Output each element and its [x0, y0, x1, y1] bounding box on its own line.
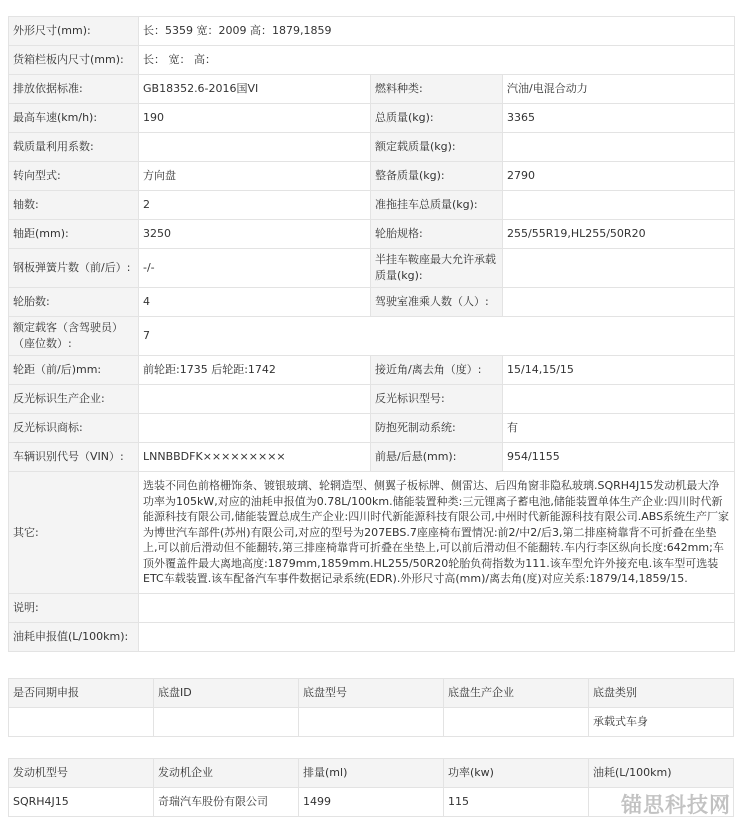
fuel-value: 汽油/电混合动力 [503, 75, 735, 104]
axles-value: 2 [139, 191, 371, 220]
wheelbase-label: 轴距(mm): [9, 220, 139, 249]
abs-label: 防抱死制动系统: [371, 414, 503, 443]
engine-header: 发动机企业 [154, 759, 299, 788]
table-row [9, 317, 735, 356]
fuel-decl-label: 油耗申报值(L/100km): [9, 623, 139, 652]
saddle-load-label: 半挂车鞍座最大允许承载质量(kg): [371, 249, 503, 288]
leaf-spring-label: 钢板弹簧片数（前/后）: [9, 249, 139, 288]
chassis-cell [9, 708, 154, 737]
cab-seats-value [503, 288, 735, 317]
track-value: 前轮距:1735 后轮距:1742 [139, 356, 371, 385]
other-value: 选装不同色前格栅饰条、镀银玻璃、轮辋造型、侧翼子板标牌、侧雷达、后四角窗非隐私玻璃.SQRH4J15发动机最大净功率为105kW,对应的油耗申报值为0.78L/100km.储能装置种类:三元锂离子蓄电池,储能装置单体生产企业:四川时代新能源科技有限公司,储能装置总成生产企业:四川时代新能源科技有限公司,中州时代新能源科技有限公司.ABS系统生产厂家为博世汽车部件(苏州)有限公司,对应的型号为207EBS.7座座椅布置情况:前2/中2/后3,第二排座椅靠背不可折叠在坐垫上,可以前后滑动但不能翻转,第三排座椅靠背可折叠在坐垫上,可以前后滑动但不能翻转.车内行李区纵向长度:642mm;车顶外覆盖件最大离地高度:1879mm,1859mm.HL255/50R20轮胎负荷指数为111.该车型允许外接充电.该车型可选装ETC车载装置.该车配备汽车事件数据记录系统(EDR).外形尺寸高(mm)/离去角(度)对应关系:1879/14,1859/15. [139, 472, 735, 594]
chassis-header: 底盘ID [154, 679, 299, 708]
curb-mass-label: 整备质量(kg): [371, 162, 503, 191]
engine-cell: 奇瑞汽车股份有限公司 [154, 788, 299, 817]
steering-label: 转向型式: [9, 162, 139, 191]
spec-table [8, 16, 735, 652]
chassis-header: 底盘型号 [299, 679, 444, 708]
total-mass-label: 总质量(kg): [371, 104, 503, 133]
outer-size-label: 外形尺寸(mm): [9, 17, 139, 46]
fuel-decl-value [139, 623, 735, 652]
reflector-brand-value [139, 414, 371, 443]
angles-label: 接近角/离去角（度）: [371, 356, 503, 385]
tires-value: 4 [139, 288, 371, 317]
emission-label: 排放依据标准: [9, 75, 139, 104]
table-row [9, 249, 735, 288]
emission-value: GB18352.6-2016国VI [139, 75, 371, 104]
load-util-value [139, 133, 371, 162]
overhang-label: 前悬/后悬(mm): [371, 443, 503, 472]
passengers-value: 7 [139, 317, 735, 356]
overhang-value: 954/1155 [503, 443, 735, 472]
load-util-label: 载质量利用系数: [9, 133, 139, 162]
reflector-maker-label: 反光标识生产企业: [9, 385, 139, 414]
table-row [9, 594, 735, 623]
table-row [9, 472, 735, 594]
table-row [9, 414, 735, 443]
tires-label: 轮胎数: [9, 288, 139, 317]
engine-header: 功率(kw) [444, 759, 589, 788]
table-row [9, 162, 735, 191]
abs-value: 有 [503, 414, 735, 443]
other-label: 其它: [9, 472, 139, 594]
cab-seats-label: 驾驶室准乘人数（人）: [371, 288, 503, 317]
leaf-spring-value: -/- [139, 249, 371, 288]
vin-label: 车辆识别代号（VIN）: [9, 443, 139, 472]
table-row [9, 220, 735, 249]
table-row [9, 623, 735, 652]
axles-label: 轴数: [9, 191, 139, 220]
max-speed-label: 最高车速(km/h): [9, 104, 139, 133]
chassis-table [8, 678, 734, 737]
saddle-load-value [503, 249, 735, 288]
reflector-maker-value [139, 385, 371, 414]
cargo-size-value: 长： 宽： 高： [139, 46, 735, 75]
table-row [9, 46, 735, 75]
table-row [9, 17, 735, 46]
reflector-model-value [503, 385, 735, 414]
chassis-header: 底盘生产企业 [444, 679, 589, 708]
table-row [9, 104, 735, 133]
curb-mass-value: 2790 [503, 162, 735, 191]
table-row [9, 191, 735, 220]
remark-label: 说明: [9, 594, 139, 623]
watermark: 锚思科技网 [621, 793, 731, 817]
tire-spec-value: 255/55R19,HL255/50R20 [503, 220, 735, 249]
table-row [9, 708, 734, 737]
table-header-row [9, 679, 734, 708]
reflector-model-label: 反光标识型号: [371, 385, 503, 414]
table-header-row [9, 759, 734, 788]
table-row [9, 75, 735, 104]
engine-cell: 1499 [299, 788, 444, 817]
chassis-header: 是否同期申报 [9, 679, 154, 708]
steering-value: 方向盘 [139, 162, 371, 191]
total-mass-value: 3365 [503, 104, 735, 133]
chassis-cell [154, 708, 299, 737]
passengers-label: 额定载客（含驾驶员）（座位数）: [9, 317, 139, 356]
trailer-mass-value [503, 191, 735, 220]
outer-size-value: 长：5359 宽：2009 高：1879,1859 [139, 17, 735, 46]
rated-load-label: 额定载质量(kg): [371, 133, 503, 162]
chassis-header: 底盘类别 [589, 679, 734, 708]
table-row [9, 443, 735, 472]
chassis-cell [299, 708, 444, 737]
trailer-mass-label: 准拖挂车总质量(kg): [371, 191, 503, 220]
cargo-size-label: 货箱栏板内尺寸(mm): [9, 46, 139, 75]
angles-value: 15/14,15/15 [503, 356, 735, 385]
reflector-brand-label: 反光标识商标: [9, 414, 139, 443]
track-label: 轮距（前/后)mm: [9, 356, 139, 385]
chassis-cell: 承载式车身 [589, 708, 734, 737]
rated-load-value [503, 133, 735, 162]
engine-cell: 115 [444, 788, 589, 817]
engine-header: 排量(ml) [299, 759, 444, 788]
table-row [9, 356, 735, 385]
table-row [9, 385, 735, 414]
table-row [9, 288, 735, 317]
engine-header: 油耗(L/100km) [589, 759, 734, 788]
tire-spec-label: 轮胎规格: [371, 220, 503, 249]
engine-cell: SQRH4J15 [9, 788, 154, 817]
vin-value: LNNBBDFK××××××××× [139, 443, 371, 472]
max-speed-value: 190 [139, 104, 371, 133]
remark-value [139, 594, 735, 623]
chassis-cell [444, 708, 589, 737]
wheelbase-value: 3250 [139, 220, 371, 249]
fuel-label: 燃料种类: [371, 75, 503, 104]
table-row [9, 133, 735, 162]
engine-header: 发动机型号 [9, 759, 154, 788]
